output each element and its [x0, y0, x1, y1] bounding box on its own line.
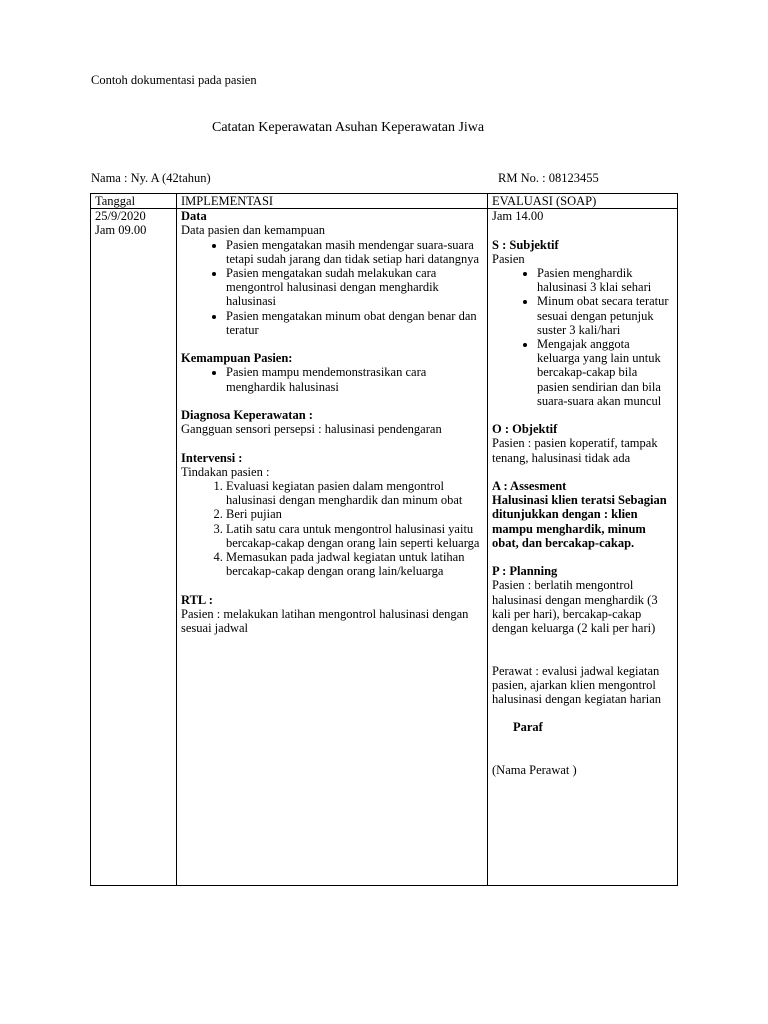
- assesment-text: Halusinasi klien teratsi Sebagian ditunjukkan dengan : klien mampu menghardik, minum obat, dan bercakap-cakap.: [492, 493, 667, 550]
- list-item: 2. Beri pujian: [226, 507, 481, 521]
- kemampuan-list: [181, 365, 481, 393]
- list-item: • Pasien mampu mendemonstrasikan cara menghardik halusinasi: [226, 365, 481, 393]
- list-item: • Pasien menghardik halusinasi 3 klai sehari: [537, 266, 671, 294]
- tanggal-cell: [91, 209, 177, 886]
- record-date: 25/9/2020: [95, 209, 146, 224]
- subjektif-heading: S : Subjektif: [492, 237, 559, 252]
- list-item: • Mengajak anggota keluarga yang lain untuk bercakap-cakap bila pasien sendirian dan bila suara-suara akan muncul: [537, 337, 671, 408]
- intervensi-list: [181, 479, 481, 578]
- medical-record-number: RM No. : 08123455: [498, 171, 599, 185]
- rtl-heading: RTL :: [181, 592, 213, 607]
- data-subheading: Data pasien dan kemampuan: [181, 223, 326, 238]
- nama-perawat: (Nama Perawat ): [492, 762, 577, 777]
- evaluasi-cell: [488, 209, 678, 886]
- list-item: • Pasien mengatakan masih mendengar suara-suara tetapi sudah jarang dan tidak setiap hari datangnya: [226, 238, 481, 266]
- planning-heading: P : Planning: [492, 564, 558, 579]
- assesment-heading: A : Assesment: [492, 479, 567, 494]
- patient-name: Nama : Ny. A (42tahun): [91, 171, 211, 185]
- nursing-record-table: [90, 193, 678, 886]
- objektif-heading: O : Objektif: [492, 422, 558, 437]
- list-item: • Pasien mengatakan sudah melakukan cara mengontrol halusinasi dengan menghardik halusinasi: [226, 266, 481, 309]
- implementasi-cell: [177, 209, 488, 886]
- subjektif-list: [492, 266, 671, 408]
- rtl-text: Pasien : melakukan latihan mengontrol halusinasi dengan sesuai jadwal: [181, 606, 469, 636]
- list-item: 4. Memasukan pada jadwal kegiatan untuk latihan bercakap-cakap dengan orang lain/keluarga: [226, 550, 481, 578]
- header-implementasi: IMPLEMENTASI: [177, 194, 488, 209]
- data-list: [181, 238, 481, 337]
- data-heading: Data: [181, 209, 207, 224]
- table-header-row: [91, 194, 678, 209]
- evaluasi-time: Jam 14.00: [492, 209, 544, 224]
- list-item: • Minum obat secara teratur sesuai dengan petunjuk suster 3 kali/hari: [537, 294, 671, 337]
- planning-text: Pasien : berlatih mengontrol halusinasi dengan menghardik (3 kali per hari), bercakap-cakap dengan keluarga (2 kali per hari): [492, 578, 658, 636]
- objektif-text: Pasien : pasien koperatif, tampak tenang, halusinasi tidak ada: [492, 436, 658, 465]
- intro-text: Contoh dokumentasi pada pasien: [91, 73, 257, 87]
- intervensi-subheading: Tindakan pasien :: [181, 464, 270, 479]
- document-title: Catatan Keperawatan Asuhan Keperawatan Jiwa: [212, 120, 485, 135]
- header-evaluasi: EVALUASI (SOAP): [488, 194, 678, 209]
- header-tanggal: Tanggal: [91, 194, 177, 209]
- intervensi-heading: Intervensi :: [181, 450, 243, 465]
- list-item: • Pasien mengatakan minum obat dengan benar dan teratur: [226, 309, 481, 337]
- paraf-label: Paraf: [513, 720, 543, 735]
- list-item: 1. Evaluasi kegiatan pasien dalam mengontrol halusinasi dengan menghardik dan minum obat: [226, 479, 481, 507]
- list-item: 3. Latih satu cara untuk mengontrol halusinasi yaitu bercakap-cakap dengan orang lain seperti keluarga: [226, 522, 481, 550]
- diagnosa-text: Gangguan sensori persepsi : halusinasi pendengaran: [181, 422, 442, 437]
- diagnosa-heading: Diagnosa Keperawatan :: [181, 408, 313, 423]
- kemampuan-heading: Kemampuan Pasien:: [181, 351, 293, 366]
- table-row: [91, 209, 678, 886]
- record-time: Jam 09.00: [95, 223, 147, 238]
- subjektif-subheading: Pasien: [492, 251, 525, 266]
- perawat-text: Perawat : evalusi jadwal kegiatan pasien, ajarkan klien mengontrol halusinasi dengan kegiatan harian: [492, 663, 662, 707]
